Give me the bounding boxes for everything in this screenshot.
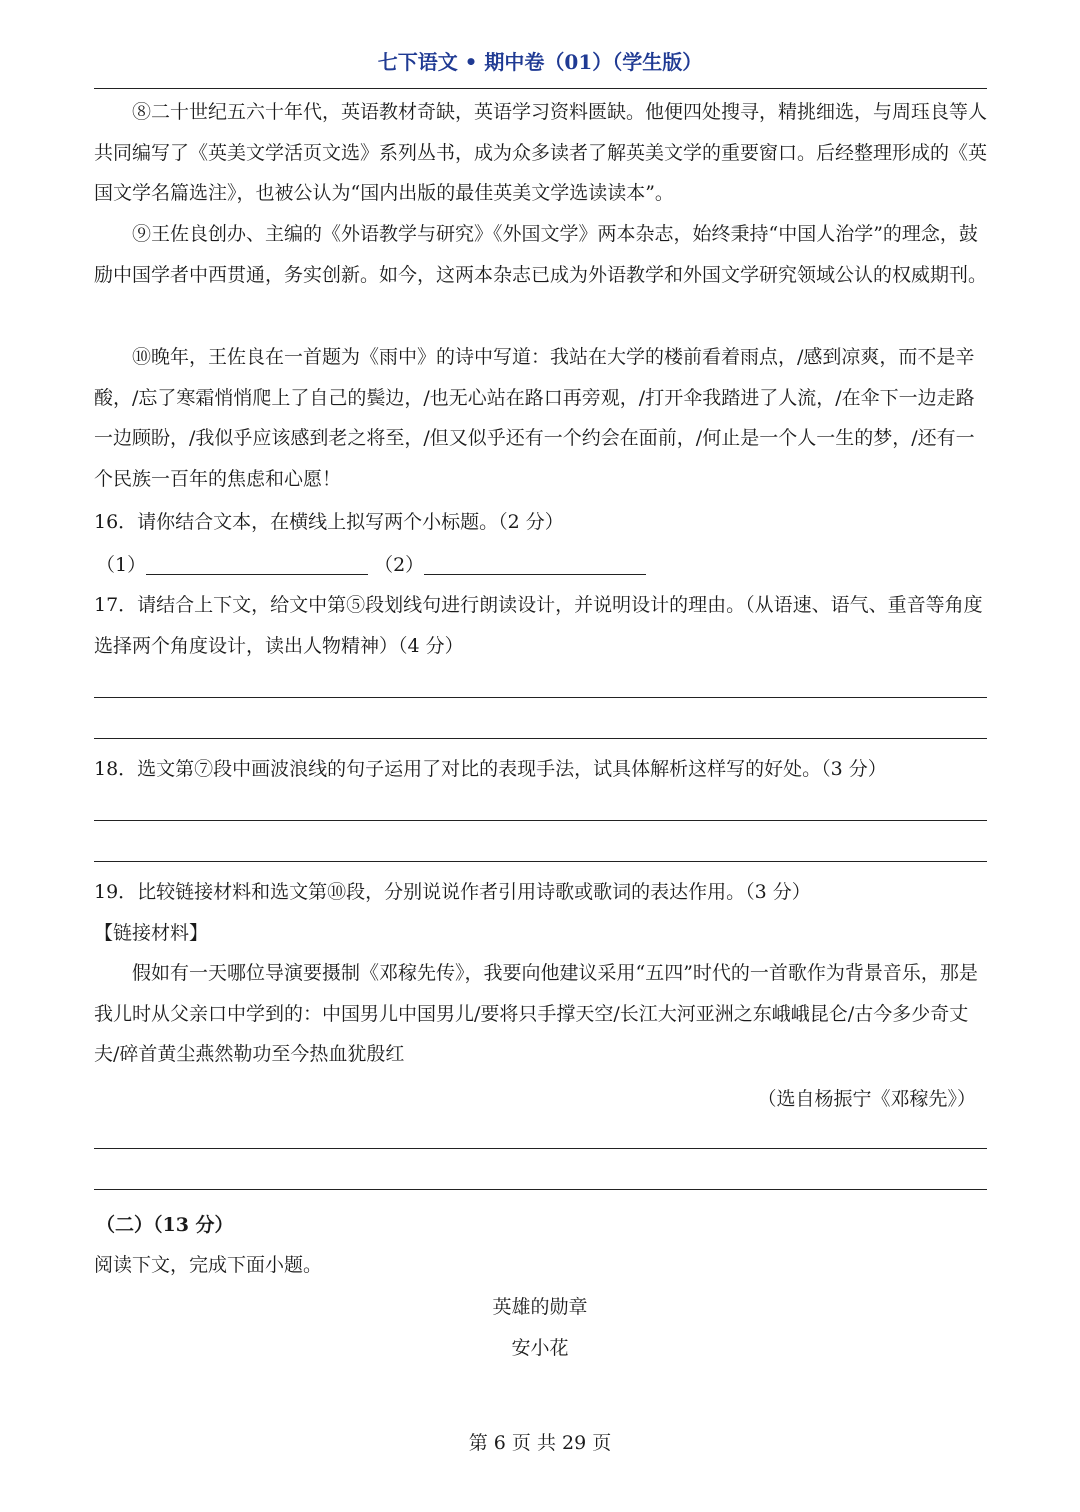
article-author: 安小花 (511, 1337, 569, 1359)
article-title: 英雄的勋章 (492, 1296, 588, 1318)
section-2-heading: （二）（13 分） (96, 1214, 234, 1236)
paragraph-10: ⑩晚年，王佐良在一首题为《雨中》的诗中写道：我站在大学的楼前看着雨点，/感到凉爽，而不是辛酸，/忘了寒霜悄悄爬上了自己的鬓边，/也无心站在路口再旁观，/打开伞我踏进了人流，/在伞下一边走路一边顾盼，/我似乎应该感到老之将至，/但又似乎还有一个约会在面前，/何止是一个人一生的梦，/还有一个民族一百年的焦虑和心愿！ (94, 346, 975, 491)
paragraph-9: ⑨王佐良创办、主编的《外语教学与研究》《外国文学》两本杂志，始终秉持“中国人治学”的理念，鼓励中国学者中西贯通，务实创新。如今，这两本杂志已成为外语教学和外国文学研究领域公认的权威期刊。 (94, 223, 988, 286)
question-17: 17．请结合上下文，给文中第⑤段划线句进行朗读设计，并说明设计的理由。（从语速、语气、重音等角度选择两个角度设计，读出人物精神）（4 分） (94, 594, 983, 657)
section-2-instruction: 阅读下文，完成下面小题。 (94, 1254, 323, 1276)
page-header-title: 七下语文 • 期中卷（01）（学生版） (377, 50, 703, 74)
question-16-answer-row (96, 550, 646, 577)
answer-line-17b[interactable] (94, 738, 987, 739)
answer-line-19b[interactable] (94, 1189, 987, 1190)
answer-label-1: （1） (96, 554, 147, 576)
answer-line-18b[interactable] (94, 861, 987, 862)
answer-label-2: （2） (374, 554, 425, 576)
link-material-heading: 【链接材料】 (94, 922, 209, 944)
header-divider (94, 88, 987, 89)
answer-blank-2[interactable] (424, 554, 646, 575)
answer-blank-1[interactable] (146, 554, 368, 575)
question-18: 18．选文第⑦段中画波浪线的句子运用了对比的表现手法，试具体解析这样写的好处。（3 分） (94, 758, 887, 780)
question-16: 16．请你结合文本，在横线上拟写两个小标题。（2 分） (94, 511, 564, 533)
page-number: 第 6 页 共 29 页 (468, 1432, 612, 1454)
paragraph-8: ⑧二十世纪五六十年代，英语教材奇缺，英语学习资料匮缺。他便四处搜寻，精挑细选，与周珏良等人共同编写了《英美文学活页文选》系列丛书，成为众多读者了解英美文学的重要窗口。后经整理形成的《英国文学名篇选注》，也被公认为“国内出版的最佳英美文学选读读本”。 (94, 101, 988, 205)
answer-line-19a[interactable] (94, 1148, 987, 1149)
link-material-text: 假如有一天哪位导演要摄制《邓稼先传》，我要向他建议采用“五四”时代的一首歌作为背景音乐，那是我儿时从父亲口中学到的：中国男儿中国男儿/要将只手撑天空/长江大河亚洲之东峨峨昆仑/古今多少奇丈夫/碎首黄尘燕然勒功至今热血犹殷红 (94, 962, 978, 1066)
answer-line-18a[interactable] (94, 820, 987, 821)
question-19: 19．比较链接材料和选文第⑩段，分别说说作者引用诗歌或歌词的表达作用。（3 分） (94, 881, 811, 903)
answer-line-17a[interactable] (94, 697, 987, 698)
link-material-source: （选自杨振宁《邓稼先》） (757, 1088, 976, 1110)
